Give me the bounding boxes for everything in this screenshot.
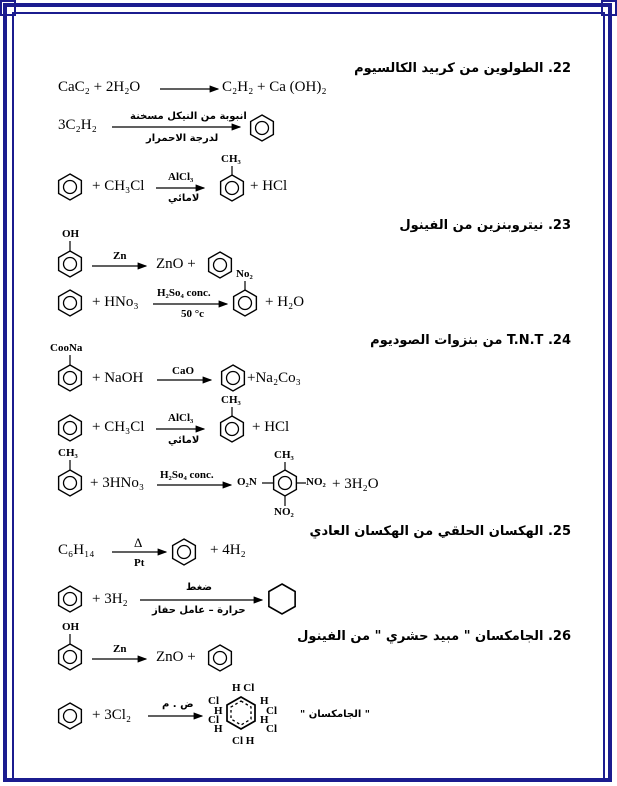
eq22-3-cond-below: لامائي [168,193,200,204]
corner-ornament [0,0,16,16]
eq24-2-plus: + CH₃Cl [92,419,145,435]
eq22-1-left: CaC₂ + 2H₂O [58,79,141,95]
eq25-1-cond-below: Pt [134,557,145,569]
reaction-arrow [140,597,264,603]
eq23-1-substituent: OH [62,228,80,240]
reaction-arrow [156,185,206,191]
tnt-top-group: CH₃ [274,449,294,461]
eq23-2-plus: + HNo₃ [92,294,139,310]
eq22-1-right: C₂H₂ + Ca (OH)₂ [222,79,327,95]
reaction-arrow [153,301,229,307]
tnt-left-group: O₂N [237,476,257,488]
tnt-bottom-group: NO₂ [274,506,294,518]
eq24-2-substituent: CH₃ [221,394,241,406]
gammexane-left-label-1: Cl [208,695,219,707]
gammexane-left-label-4: H [214,723,223,735]
reaction-arrow [92,656,148,662]
reaction-arrow [148,713,204,719]
nitrobenzene-ring [233,290,257,316]
eq22-3-cond-above: AlCl₃ [168,171,194,183]
reaction-arrow [157,377,213,383]
tnt-right-group: NO₂ [306,476,326,488]
eq24-2-right: + HCl [252,419,290,435]
heading-22: 22. الطولوين من كربيد الكالسيوم [354,61,571,76]
eq23-2-cond-below: 50 °c [181,308,205,320]
toluene-ring [220,175,244,201]
sodium-benzoate-ring [58,365,82,391]
bond [69,241,71,251]
phenol-ring [58,644,82,670]
eq26-2-cond-above: ض . م [162,699,194,710]
eq25-1-cond-above: Δ [134,535,143,550]
eq24-2-cond-below: لامائي [168,435,200,446]
eq25-2-cond-above: ضغط [186,582,213,593]
reaction-arrow [112,124,242,130]
gammexane-right-label-3: H [260,714,269,726]
benzene-ring [58,290,82,316]
bond [69,634,71,644]
page-inner-border [12,12,605,781]
bond [296,482,306,484]
eq22-2-cond-below: لدرجة الاحمرار [146,133,219,144]
eq25-1-right: + 4H₂ [210,542,246,558]
gammexane-left-label-2: H [214,705,223,717]
eq22-3-right: + HCl [250,178,288,194]
reaction-arrow [156,426,206,432]
eq24-3-plus: + 3HNo₃ [90,475,145,491]
heading-24: 24. T.N.T من بنزوات الصوديوم [370,333,571,348]
eq22-2-cond-above: انبوبة من النيكل مسخنة [130,111,247,122]
eq25-2-cond-below: حرارة – عامل حفاز [152,605,246,616]
eq24-1-substituent: CooNa [50,342,83,354]
eq22-3-substituent: CH₃ [221,153,241,165]
benzene-ring [250,115,274,141]
benzene-ring [172,539,196,565]
eq24-2-cond-above: AlCl₃ [168,412,194,424]
eq22-3-plus: + CH₃Cl [92,178,145,194]
gammexane-bottom-label: Cl H [232,735,255,747]
eq25-2-plus: + 3H₂ [92,591,128,607]
heading-26: 26. الجامكسان " مبيد حشري " من الفينول [297,629,571,644]
eq23-2-cond-above: H₂So₄ conc. [157,287,211,299]
eq24-1-right: +Na₂Co₃ [247,370,301,386]
reaction-arrow [160,86,220,92]
gammexane-right-label-4: Cl [266,723,277,735]
eq26-1-cond-above: Zn [113,643,127,655]
eq24-1-cond-above: CaO [172,365,194,377]
eq22-2-left: 3C₂H₂ [58,117,97,133]
eq24-3-cond-above: H₂So₄ conc. [160,469,214,481]
reaction-arrow [112,549,168,555]
benzene-ring [208,645,232,671]
benzene-ring [208,252,232,278]
benzene-ring [58,586,82,612]
cyclohexane-ring [268,584,296,614]
eq23-1-right: ZnO + [156,256,196,272]
eq23-1-cond-above: Zn [113,250,127,262]
benzene-ring [58,174,82,200]
toluene-ring [220,416,244,442]
tnt-ring [273,470,297,496]
gammexane-left-label-3: Cl [208,714,219,726]
gammexane-right-label-1: H [260,695,269,707]
eq24-3-right: + 3H₂O [332,476,379,492]
heading-25: 25. الهكسان الحلقي من الهكسان العادي [309,524,571,539]
bond [284,496,286,506]
gammexane-top-label: H Cl [232,682,255,694]
bond [69,355,71,365]
reaction-arrow [157,482,233,488]
eq26-2-plus: + 3Cl₂ [92,707,132,723]
benzene-ring [58,415,82,441]
eq26-1-right: ZnO + [156,649,196,665]
bond [69,460,71,470]
eq23-2-substituent: No₂ [236,268,253,280]
eq26-1-substituent: OH [62,621,80,633]
heading-23: 23. نيتروبنزين من الفينول [399,218,571,233]
phenol-ring [58,251,82,277]
eq24-3-substituent: CH₃ [58,447,78,459]
eq25-1-left: C₆H₁₄ [58,542,95,558]
reaction-arrow [92,263,148,269]
toluene-ring [58,470,82,496]
eq24-1-plus: + NaOH [92,370,144,386]
gammexane-ring [226,697,256,729]
corner-ornament [601,0,617,16]
benzene-ring [221,365,245,391]
gammexane-name: " الجامكسان " [300,709,370,720]
eq23-2-right: + H₂O [265,294,305,310]
gammexane-right-label-2: Cl [266,705,277,717]
benzene-ring [58,703,82,729]
